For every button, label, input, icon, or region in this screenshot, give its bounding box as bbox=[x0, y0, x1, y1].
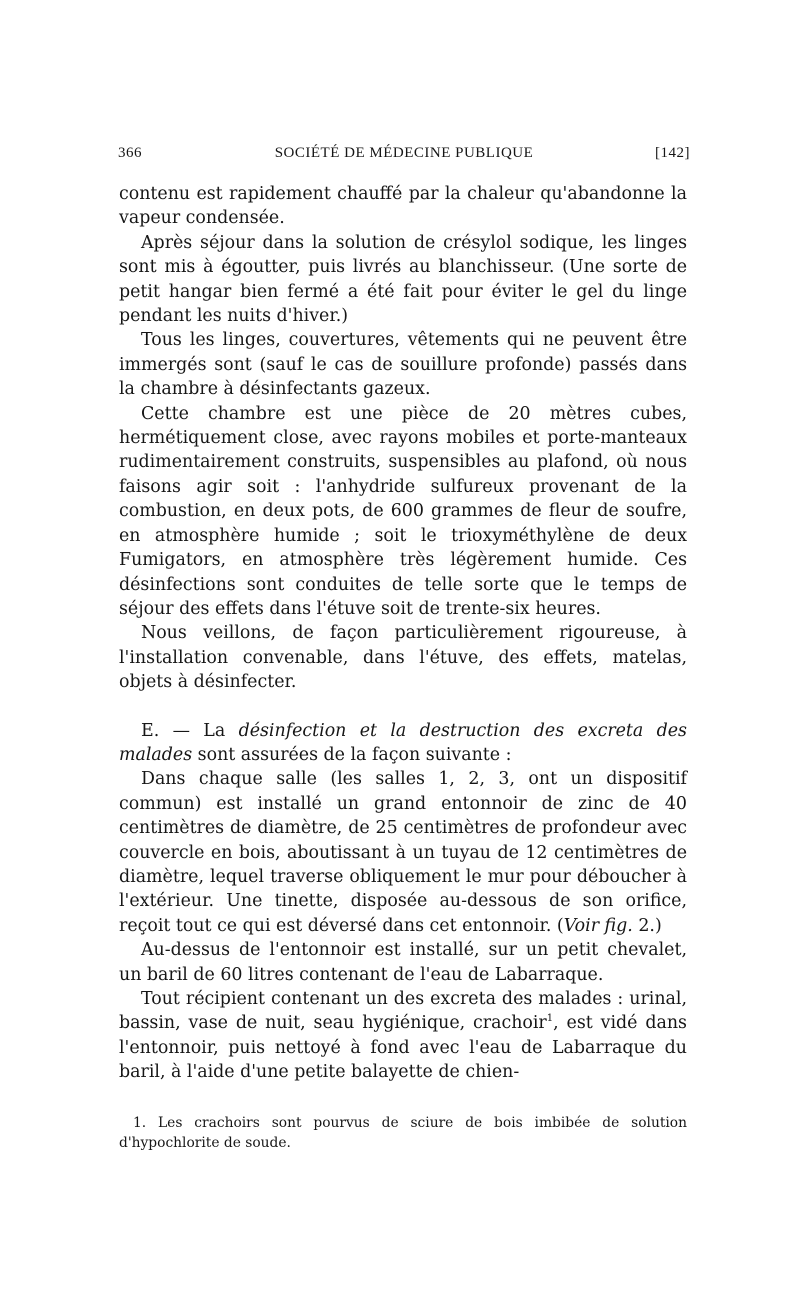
running-title: SOCIÉTÉ DE MÉDECINE PUBLIQUE bbox=[274, 145, 534, 161]
paragraph-recipient-a: Tout récipient contenant un des excreta des malades : urinal, bassin, vase de nuit, seau hygiénique, crachoir bbox=[119, 989, 687, 1034]
paragraph-linges: Après séjour dans la solution de crésylol sodique, les linges sont mis à égoutter, puis livrés au blanchisseur. (Une sorte de petit hangar bien fermé a été fait pour éviter le gel du linge pendant les nuits d'hiver.) bbox=[119, 232, 687, 327]
paragraph-entonnoir-text: Dans chaque salle (les salles 1, 2, 3, ont un dispositif commun) est installé un grand entonnoir de zinc de 40 centimètres de diamètre, de 25 centimètres de profondeur avec couvercle en bois, aboutissant à un tuyau de 12 centimètres de diamètre, lequel traverse obliquement le mur pour déboucher à l'extérieur. Une tinette, disposée au-dessous de son orifice, reçoit tout ce qui est déversé dans cet entonnoir. ( bbox=[119, 769, 687, 936]
paragraph-recipient bbox=[119, 987, 687, 1085]
body-text bbox=[119, 182, 687, 1085]
running-header bbox=[118, 145, 690, 171]
paragraph-recipient-b: , est vidé dans l'entonnoir, puis nettoyé à fond avec l'eau de Labarraque du baril, à l'aide d'une petite balayette de chien- bbox=[119, 1013, 687, 1083]
footnote-marker: 1 bbox=[546, 1013, 554, 1025]
section-number: [142] bbox=[655, 145, 690, 161]
section-e-lead: E. — La bbox=[141, 720, 239, 741]
paragraph-chambre: Cette chambre est une pièce de 20 mètres cubes, hermétiquement close, avec rayons mobiles et porte-manteaux rudimentairement construits, suspensibles au plafond, où nous faisons agir soit : l'anhydride sulfureux provenant de la combustion, en deux pots, de 600 grammes de fleur de soufre, en atmosphère humide ; soit le trioxyméthylène de deux Fumigators, en atmosphère très légèrement humide. Ces désinfections sont conduites de telle sorte que le temps de séjour des effets dans l'étuve soit de trente-six heures. bbox=[119, 403, 687, 619]
paragraph-entonnoir bbox=[119, 767, 687, 938]
figure-reference: Voir fig. bbox=[563, 915, 633, 936]
paragraph-installation: Nous veillons, de façon particulièrement rigoureuse, à l'installation convenable, dans l'étuve, des effets, matelas, objets à désinfecter. bbox=[119, 623, 687, 693]
footnote-text: 1. Les crachoirs sont pourvus de sciure de bois imbibée de solution d'hypochlorite de soude. bbox=[119, 1115, 687, 1151]
section-e-heading bbox=[119, 719, 687, 768]
section-e-tail: sont assurées de la façon suivante : bbox=[192, 744, 512, 765]
paragraph-continuation: contenu est rapidement chauffé par la chaleur qu'abandonne la vapeur condensée. bbox=[119, 184, 687, 229]
paragraph-baril: Au-dessus de l'entonnoir est installé, sur un petit chevalet, un baril de 60 litres contenant de l'eau de Labarraque. bbox=[119, 940, 687, 985]
paragraph-vetements: Tous les linges, couvertures, vêtements qui ne peuvent être immergés sont (sauf le cas de souillure profonde) passés dans la chambre à désinfectants gazeux. bbox=[119, 330, 687, 400]
footnote bbox=[119, 1113, 687, 1153]
figure-reference-tail: 2.) bbox=[632, 915, 662, 936]
page-number: 366 bbox=[118, 145, 142, 161]
section-e-italic: désinfection et la destruction des excreta des malades bbox=[119, 720, 687, 765]
